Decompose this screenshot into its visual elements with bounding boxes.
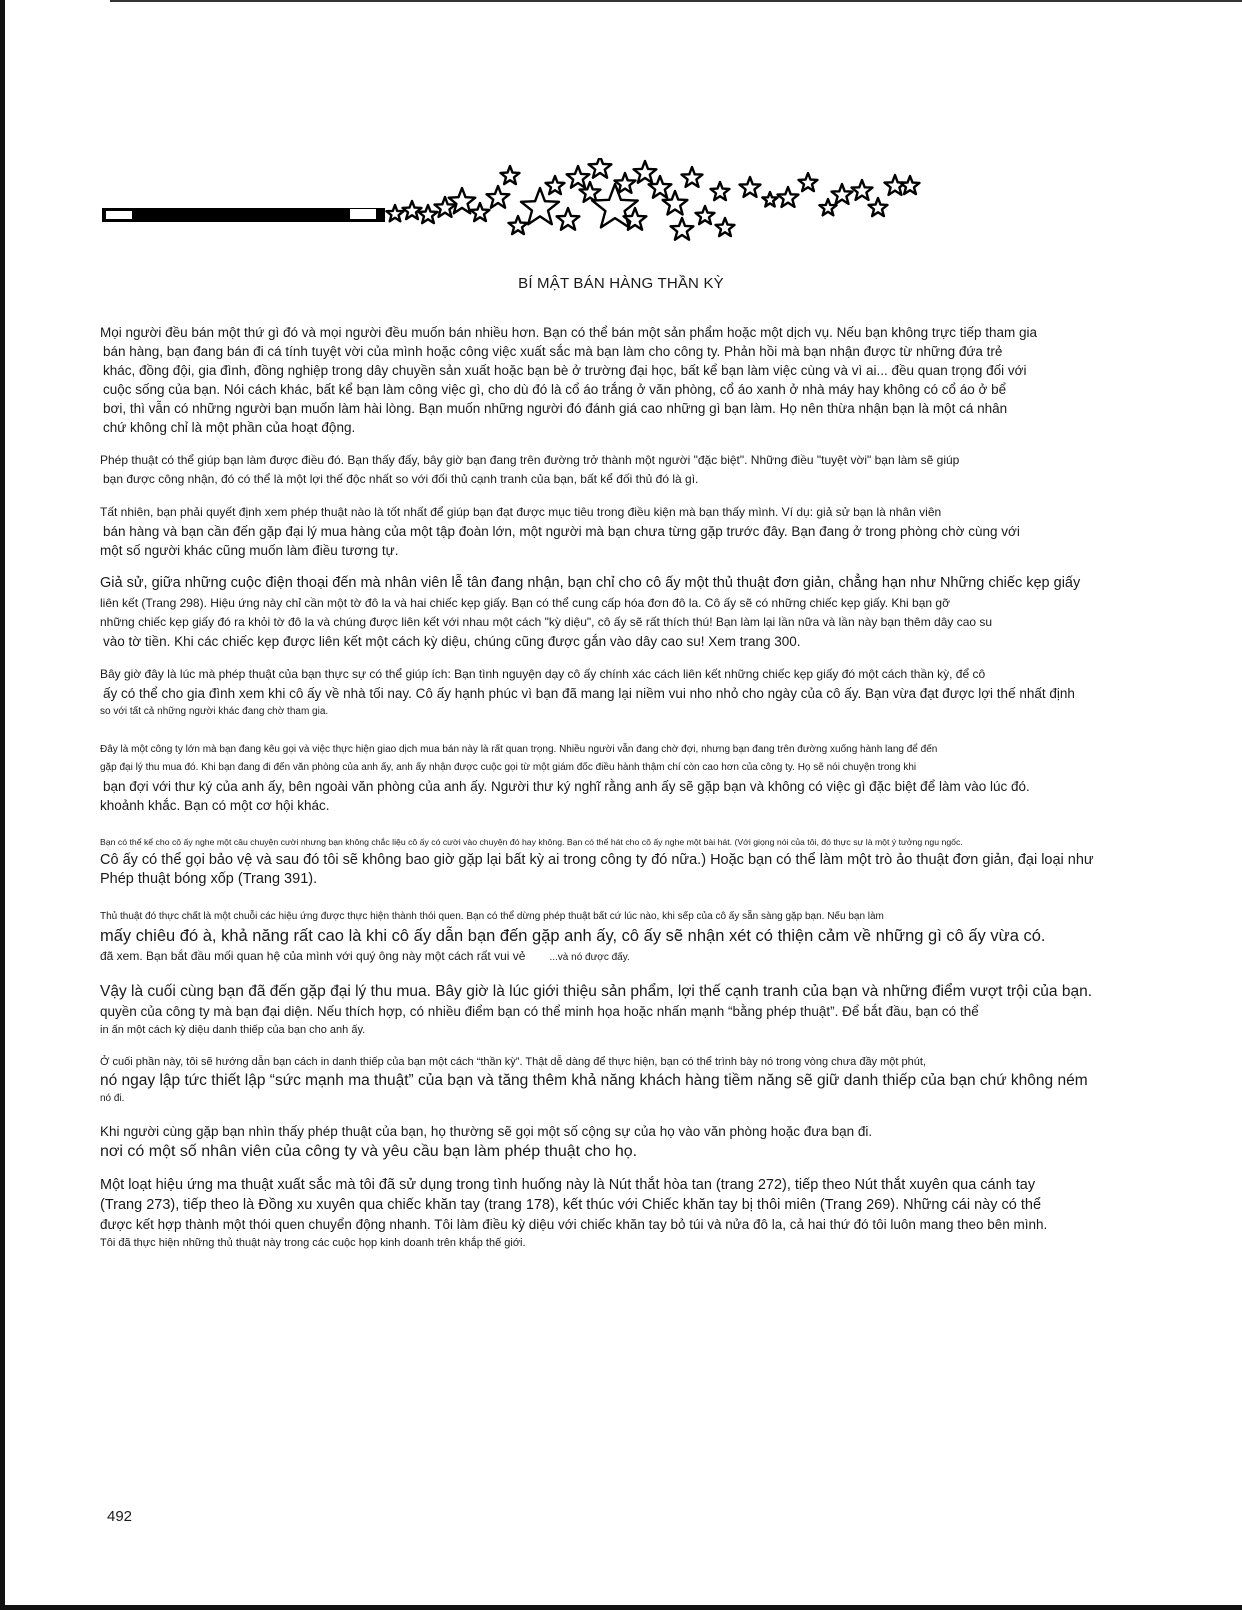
text-line: liên kết (Trang 298). Hiệu ứng này chỉ cần một tờ đô la và hai chiếc kẹp giấy. Bạn có thể cung cấp hóa đơn đô la. Cô ấy sẽ có những chiếc kẹp giấy. Khi bạn gỡ [100, 595, 950, 610]
star-burst [386, 158, 919, 240]
star-icon [716, 218, 735, 236]
text-line: Phép thuật có thể giúp bạn làm được điều đó. Bạn thấy đấy, bây giờ bạn đang trên đường trở thành một người "đặc biệt". Những điều "tuyệt vời" bạn làm sẽ giúp [100, 453, 960, 467]
paragraph [100, 908, 1200, 967]
star-icon [682, 167, 703, 187]
paragraph [100, 665, 1200, 721]
star-icon [869, 198, 888, 216]
scan-edge-bottom [0, 1605, 1242, 1610]
text-line: Khi người cùng gặp bạn nhìn thấy phép thuật của bạn, họ thường sẽ gọi một số cộng sự của họ vào văn phòng hoặc đưa bạn đi. [100, 1124, 873, 1139]
star-icon [901, 176, 920, 194]
text-line: gặp đại lý thu mua đó. Khi bạn đang đi đến văn phòng của anh ấy, anh ấy nhận được cuộc gọi từ một giám đốc điều hành thậm chí còn cao hơn của công ty. Họ sẽ nói chuyện trong khi [100, 761, 917, 773]
text-line: Tất nhiên, bạn phải quyết định xem phép thuật nào là tốt nhất để giúp bạn đạt được mục tiêu trong điều kiện mà bạn thấy mình. Ví dụ: giả sử bạn là nhân viên [100, 505, 942, 519]
star-icon [778, 187, 799, 207]
star-icon [799, 173, 818, 191]
star-icon [487, 186, 510, 208]
text-line: Tôi đã thực hiện những thủ thuật này trong các cuộc họp kinh doanh trên khắp thế giới. [100, 1237, 526, 1249]
star-icon [634, 161, 657, 183]
text-line: khác, đồng đội, gia đình, đồng nghiệp trong dây chuyền sản xuất hoặc bạn bè ở trường đại học, bất kể bạn làm việc cùng và vì ai... đều quan trọng đối với [103, 363, 1027, 378]
text-line: cuộc sống của bạn. Nói cách khác, bất kể bạn làm công việc gì, cho dù đó là cổ áo trắng ở văn phòng, cổ áo xanh ở nhà máy hay không có cổ áo ở bể [103, 382, 1007, 397]
text-line: nơi có một số nhân viên của công ty và yêu cầu bạn làm phép thuật cho họ. [100, 1143, 638, 1160]
text-line: ấy có thể cho gia đình xem khi cô ấy về nhà tối nay. Cô ấy hạnh phúc vì bạn đã mang lại niềm vui nho nhỏ cho ngày của cô ấy. Bạn vừa đạt được lợi thế nhất định [103, 685, 1075, 701]
star-icon [509, 216, 528, 234]
text-line-part: đã xem. Bạn bắt đầu mối quan hệ của mình với quý ông này một cách rất vui vẻ [100, 948, 526, 963]
paragraph [100, 981, 1200, 1039]
paragraph [100, 1053, 1200, 1109]
paragraph [100, 574, 1200, 651]
star-icon [762, 192, 777, 207]
text-line: mấy chiêu đó à, khả năng rất cao là khi cô ấy dẫn bạn đến gặp anh ấy, cô ấy sẽ nhận xét có thiện cảm về những gì cô ấy vừa có. [100, 926, 1046, 945]
paragraph [100, 1122, 1200, 1162]
star-icon [711, 182, 730, 200]
text-line: in ấn một cách kỳ diệu danh thiếp của bạn cho anh ấy. [100, 1023, 366, 1036]
magic-wand [102, 208, 385, 222]
text-line: nó ngay lập tức thiết lập “sức mạnh ma thuật” của bạn và tăng thêm khả năng khách hàng tiềm năng sẽ giữ danh thiếp của bạn chứ không ném [100, 1071, 1088, 1089]
magic-wand-stars-icon [100, 158, 1200, 258]
star-icon [403, 201, 422, 219]
text-line: bạn đợi với thư ký của anh ấy, bên ngoài văn phòng của anh ấy. Người thư ký nghĩ rằng anh ấy sẽ gặp bạn và không có việc gì đặc biệt để làm vào lúc đó. [103, 778, 1030, 794]
text-line: Thủ thuật đó thực chất là một chuỗi các hiệu ứng được thực hiện thành thói quen. Bạn có thể dừng phép thuật bất cứ lúc nào, khi sếp của cô ấy sẵn sàng gặp bạn. Nếu bạn làm [100, 910, 884, 922]
star-icon [501, 166, 520, 184]
star-icon [521, 188, 559, 224]
page-title: BÍ MẬT BÁN HÀNG THẦN KỲ [518, 275, 724, 292]
text-line-part: ...và nó được đấy. [549, 951, 630, 963]
text-line: bán hàng, bạn đang bán đi cá tính tuyệt vời của mình hoặc công việc xuất sắc mà bạn làm cho công ty. Phản hồi mà bạn nhận được từ những đứa trẻ [103, 344, 1003, 359]
text-line: quyền của công ty mà bạn đại diện. Nếu thích hợp, có nhiều điểm bạn có thể minh họa hoặc nhấn mạnh “bằng phép thuật”. Để bắt đầu, bạn có thể [100, 1003, 979, 1019]
text-line: Bạn có thể kể cho cô ấy nghe một câu chuyện cười nhưng bạn không chắc liệu cô ấy có cười vào chuyện đó hay không. Bạn có thể hát cho cô ấy nghe một bài hát. (Với giọng nói của tôi, đó thực sự là một ý tưởng ngu ngốc. [100, 836, 963, 847]
text-line: bạn được công nhận, đó có thể là một lợi thế độc nhất so với đối thủ cạnh tranh của bạn, bất kể đối thủ đó là gì. [103, 472, 699, 486]
text-line: Một loạt hiệu ứng ma thuật xuất sắc mà tôi đã sử dụng trong tình huống này là Nút thắt hòa tan (trang 272), tiếp theo Nút thắt xuyên qua cánh tay [100, 1177, 1036, 1193]
star-icon [557, 208, 580, 230]
text-line: nó đi. [100, 1093, 125, 1104]
text-line: Bây giờ đây là lúc mà phép thuật của bạn thực sự có thể giúp ích: Bạn tình nguyện dạy cô ấy chính xác cách liên kết những chiếc kẹp giấy đó một cách thần kỳ, để cô [100, 666, 986, 681]
text-line: bơi, thì vẫn có những người bạn muốn làm hài lòng. Bạn muốn những người đó đánh giá cao những gì bạn làm. Họ nên thừa nhận bạn là một cá nhân [103, 401, 1008, 416]
text-line: chứ không chỉ là một phần của hoạt động. [103, 420, 356, 435]
paragraph [100, 503, 1200, 560]
star-icon [546, 176, 565, 194]
paragraph [100, 1176, 1200, 1252]
star-icon [567, 166, 590, 188]
star-icon [671, 218, 694, 240]
text-line: so với tất cả những người khác đang chờ tham gia. [100, 705, 329, 717]
star-icon [386, 205, 403, 221]
star-icon [852, 180, 873, 200]
page-number: 492 [107, 1508, 133, 1525]
scan-edge-left [0, 0, 5, 1605]
text-line: Giả sử, giữa những cuộc điện thoại đến mà nhân viên lễ tân đang nhận, bạn chỉ cho cô ấy một thủ thuật đơn giản, chẳng hạn như Những chiếc kẹp giấy [100, 575, 1081, 591]
text-line: Ở cuối phần này, tôi sẽ hướng dẫn bạn cách in danh thiếp của bạn một cách “thần kỳ”. Thật dễ dàng để thực hiện, bạn có thể trình bày nó trong vòng chưa đầy một phút, [100, 1055, 926, 1068]
star-icon [696, 206, 715, 224]
text-line [100, 947, 1200, 967]
paragraph [100, 741, 1200, 815]
text-line: Vậy là cuối cùng bạn đã đến gặp đại lý thu mua. Bây giờ là lúc giới thiệu sản phẩm, lợi thế cạnh tranh của bạn và những điểm vượt trội của bạn. [100, 982, 1092, 1000]
text-line: bán hàng và bạn cần đến gặp đại lý mua hàng của một tập đoàn lớn, một người mà bạn chưa từng gặp trước đây. Bạn đang ở trong phòng chờ cùng với [103, 524, 1020, 539]
star-icon [832, 184, 853, 204]
star-icon [471, 203, 490, 221]
scan-edge-top [110, 0, 1242, 2]
paragraph [100, 451, 1200, 489]
text-line: Phép thuật bóng xốp (Trang 391). [100, 871, 318, 887]
text-line: vào tờ tiền. Khi các chiếc kẹp được liên kết một cách kỳ diệu, chúng cũng được gắn vào dây cao su! Xem trang 300. [103, 633, 801, 649]
paragraph [100, 323, 1200, 437]
star-icon [740, 177, 761, 197]
star-icon [819, 199, 836, 215]
text-line: Cô ấy có thể gọi bảo vệ và sau đó tôi sẽ không bao giờ gặp lại bất kỳ ai trong công ty đó nữa.) Hoặc bạn có thể làm một trò ảo thuật đơn giản, đại loại như [100, 851, 1094, 868]
text-line: một số người khác cũng muốn làm điều tương tự. [100, 543, 399, 558]
text-line: những chiếc kẹp giấy đó ra khỏi tờ đô la và chúng được liên kết với nhau một cách "kỳ diệu", cô ấy sẽ rất thích thú! Bạn làm lại lần nữa và lần này bạn thêm dây cao su [100, 614, 993, 629]
text-line: được kết hợp thành một thói quen chuyển động nhanh. Tôi làm điều kỳ diệu với chiếc khăn tay bỏ túi và nửa đô la, cả hai thứ đó tôi luôn mang theo bên mình. [100, 1217, 1048, 1232]
text-line: (Trang 273), tiếp theo là Đồng xu xuyên qua chiếc khăn tay (trang 178), kết thúc với Chiếc khăn tay bị thôi miên (Trang 269). Những cái này có thể [100, 1196, 1042, 1213]
star-icon [589, 158, 612, 178]
text-line: Đây là một công ty lớn mà bạn đang kêu gọi và việc thực hiện giao dịch mua bán này là rất quan trọng. Nhiều người vẫn đang chờ đợi, nhưng bạn đang trên đường xuống hành lang để đến [100, 743, 938, 755]
text-line: khoảnh khắc. Bạn có một cơ hội khác. [100, 797, 330, 813]
paragraph [100, 833, 1200, 890]
text-line: Mọi người đều bán một thứ gì đó và mọi người đều muốn bán nhiều hơn. Bạn có thể bán một sản phẩm hoặc một dịch vụ. Nếu bạn không trực tiếp tham gia [100, 325, 1038, 340]
body-text [100, 323, 1200, 1266]
